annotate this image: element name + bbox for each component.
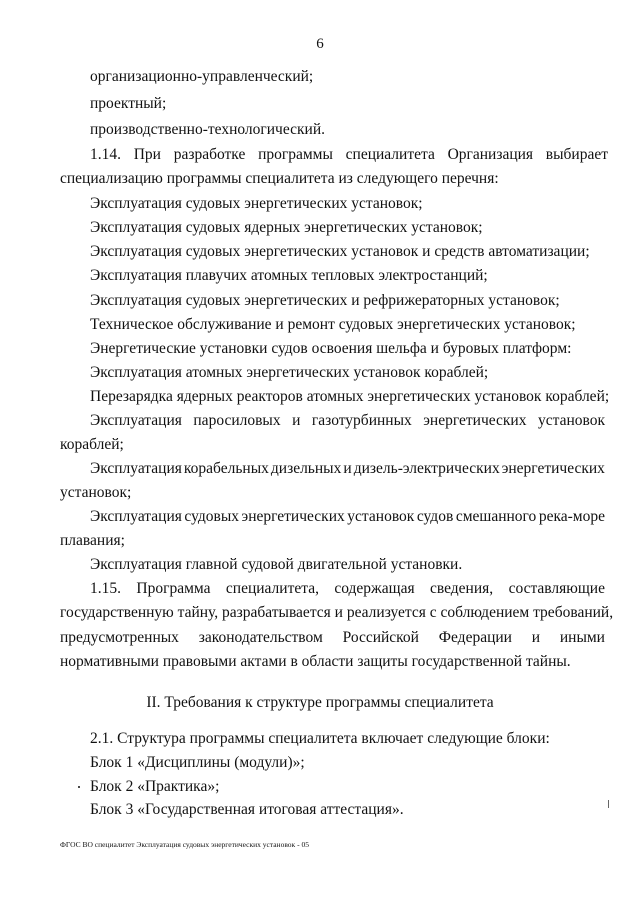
list-item: Эксплуатация судовых энергетических и рефрижераторных установок; (90, 292, 560, 309)
word: 1.15. (90, 580, 121, 597)
list-item: Эксплуатация главной судовой двигательной установки. (90, 556, 463, 573)
page-number: 6 (316, 36, 324, 52)
word: Российской (342, 629, 419, 646)
word: выбирает (545, 146, 608, 163)
block-item: Блок 3 «Государственная итоговая аттестация». (90, 801, 404, 818)
list-item-continuation: плавания; (60, 532, 125, 549)
section-heading: II. Требования к структуре программы специалитета (146, 694, 494, 711)
word: Эксплуатация (90, 508, 182, 525)
list-item: Эксплуатация судовых энергетических установок и средств автоматизации; (90, 243, 590, 260)
list-item: Эксплуатация судовых энергетических установок; (90, 195, 423, 212)
word: дизель-электрических (353, 460, 500, 477)
text-line: проектный; (90, 95, 167, 112)
list-item-continuation: кораблей; (60, 436, 124, 453)
list-item-continuation: установок; (60, 484, 132, 501)
word: энергетических (241, 508, 345, 525)
text-line: государственную тайну, разрабатывается и реализуется с соблюдением требований, (60, 604, 614, 621)
word: энергетических (501, 460, 605, 477)
word: судовых (184, 508, 239, 525)
word: предусмотренных (60, 629, 179, 646)
word: установок (537, 412, 605, 429)
word: 1.14. (90, 146, 121, 163)
word: сведения, (430, 580, 494, 597)
word: и (531, 629, 541, 646)
list-item-line (90, 411, 605, 431)
paragraph-1-15-line (60, 628, 605, 648)
paragraph-1-14-line (90, 145, 608, 165)
word: Программа (136, 580, 211, 597)
list-item: Эксплуатация судовых ядерных энергетических установок; (90, 219, 483, 236)
word: При (133, 146, 161, 163)
text-line: производственно-технологический. (90, 121, 325, 138)
word: специалитета, (225, 580, 319, 597)
word: иными (559, 629, 605, 646)
list-item: Энергетические установки судов освоения шельфа и буровых платформ: (90, 340, 572, 357)
list-item: Техническое обслуживание и ремонт судовых энергетических установок; (90, 316, 576, 333)
word: река-море (538, 508, 605, 525)
word: Федерации (438, 629, 512, 646)
list-item-line (90, 507, 605, 527)
word: и (343, 460, 352, 477)
word: и (292, 412, 301, 429)
word: газотурбинных (311, 412, 412, 429)
word: законодательством (198, 629, 323, 646)
list-item: Перезарядка ядерных реакторов атомных энергетических установок кораблей; (90, 388, 610, 405)
word: паросиловых (193, 412, 281, 429)
word: установок (347, 508, 415, 525)
word: Организация (447, 146, 534, 163)
footer: ФГОС ВО специалитет Эксплуатация судовых энергетических установок - 05 (60, 840, 309, 849)
block-item: Блок 2 «Практика»; (90, 778, 220, 795)
word: смешанного (455, 508, 537, 525)
text-line: нормативными правовыми актами в области защиты государственной тайны. (60, 653, 571, 670)
word: программы (258, 146, 333, 163)
text-line: организационно-управленческий; (90, 68, 314, 85)
list-item: Эксплуатация атомных энергетических установок кораблей; (90, 364, 489, 381)
word: дизельных (270, 460, 342, 477)
word: энергетических (423, 412, 527, 429)
word: Эксплуатация (90, 412, 182, 429)
word: содержащая (334, 580, 415, 597)
word: Эксплуатация (90, 460, 182, 477)
scan-speck (78, 786, 80, 788)
paragraph-1-15-line (90, 579, 605, 599)
word: судов (416, 508, 454, 525)
list-item-line (90, 459, 605, 479)
scan-mark (608, 800, 609, 808)
word: составляющие (508, 580, 605, 597)
list-item: Эксплуатация плавучих атомных тепловых электростанций; (90, 267, 488, 284)
text-line: специализацию программы специалитета из следующего перечня: (60, 170, 499, 187)
block-item: Блок 1 «Дисциплины (модули)»; (90, 754, 305, 771)
word: разработке (173, 146, 246, 163)
word: специалитета (345, 146, 435, 163)
text-line: 2.1. Структура программы специалитета включает следующие блоки: (90, 730, 550, 747)
word: корабельных (183, 460, 269, 477)
